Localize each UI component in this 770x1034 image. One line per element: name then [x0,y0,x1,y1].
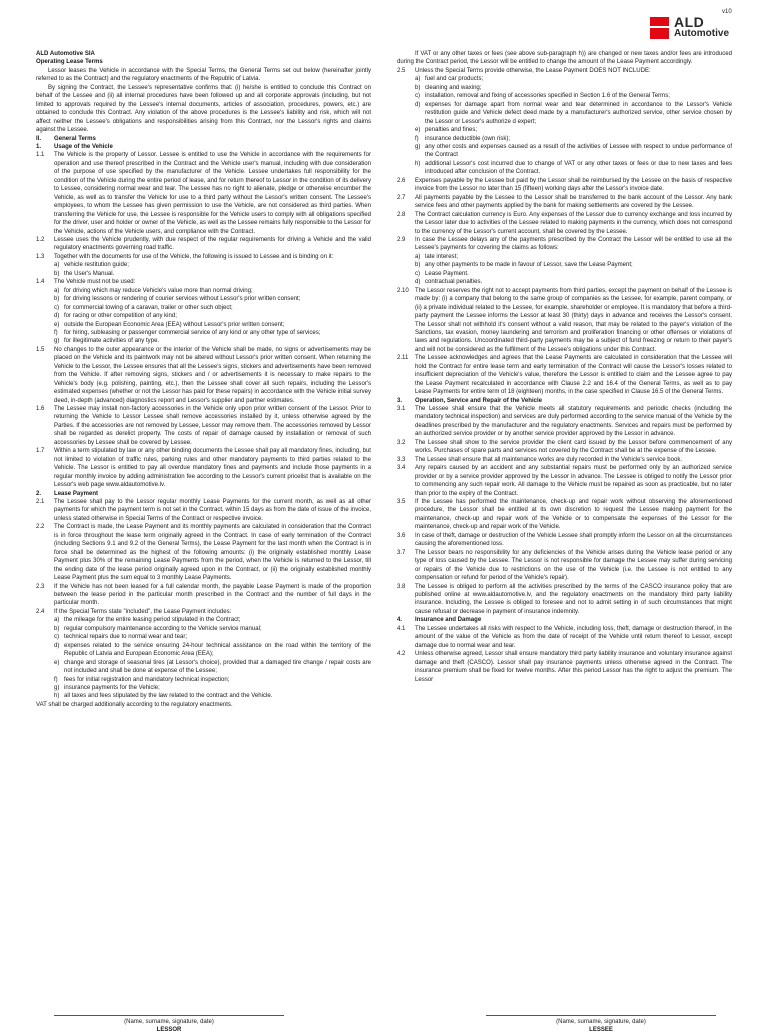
section-number: 4. [397,617,403,624]
section-number: 2. [36,490,42,497]
sub-item-letter: a) [415,76,421,83]
clause-text: The Lessee undertakes all risks with respect to the Vehicle, including loss, theft, damage or destruction thereof, in the amount of the value of the Vehicle as from the date of receipt of the Vehicle until return thereof to Lessor, except damage due to normal wear and tear. [415,625,732,649]
sub-item [36,304,371,312]
sub-item-letter: g) [54,684,60,691]
sub-item-letter: a) [54,287,60,294]
clause [397,650,732,684]
sub-item [397,278,732,286]
clause-number: 1.7 [36,448,45,455]
sub-item [397,135,732,143]
sub-item [397,75,732,83]
clause-text: The Contract calculation currency is Euro. Any expenses of the Lessor due to currency exchange and loss incurred by the Lessor later due to activities of the Lessee related to making payments in the currency, which does not correspond to the currency of the Lessor's current account, shall be covered by the Lessee. [415,211,732,235]
sub-item [397,253,732,261]
clause [36,608,371,616]
clause [397,498,732,532]
clause-text: If the Vehicle has not been leased for a full calendar month, the payable Lease Payment is made of the proportion between the lease period in the particular month prescribed in the Contract and the number of full days in the particular month. [54,583,371,607]
clause-text: The Lessee shall ensure that all maintenance works are duly recorded in the Vehicle's service book. [415,456,683,463]
sub-item-letter: g) [54,338,60,345]
sub-item-letter: f) [54,329,58,336]
clause [397,583,732,617]
sub-item-text: regular compulsory maintenance according to the Vehicle service manual; [64,625,262,632]
sub-item-text: fuel and car products; [425,76,484,83]
sub-item [397,84,732,92]
sub-item-letter: c) [54,304,60,311]
clause-text: The Lessor bears no responsibility for any deficiencies of the Vehicle arises during the Vehicle lease period or any type of loss caused by the Lessee. The Lessor is not responsible for damage the Lessee may suffer during servicing or repairs of the Vehicle due to restrictions on the use of the Vehicle (i.e. the Lessee is not entitled to any compensation or refund for period of the Vehicle's repair). [415,549,732,582]
clause-number: 1.1 [36,152,45,159]
clause [397,67,732,75]
sub-item-letter: e) [415,127,421,134]
org-heading: ALD Automotive SIA [36,51,95,57]
clause-number: 1.2 [36,236,45,243]
clause-number: 2.4 [36,608,45,615]
clause [397,194,732,211]
section-title: General Terms [54,135,96,142]
clause-text: All payments payable by the Lessee to the Lessor shall be transferred to the bank account of the Lessor. Any bank service fees and other payments applied by the bank for making settlements are covered by the Lessee. [415,194,732,210]
sub-item [397,126,732,134]
sub-item [36,633,371,641]
sub-item-letter: h) [54,693,60,700]
paragraph: VAT shall be charged additionally according to the regulatory enactments. [36,701,233,708]
clause [36,278,371,286]
sub-item-letter: f) [415,135,419,142]
sub-item-text: cleaning and waxing; [425,84,482,91]
sub-item-text: for commercial towing of a caravan, trailer or other such object; [64,304,233,311]
clause-text: No changes to the outer appearance or the interior of the Vehicle shall be made, no signs or advertisements may be placed on the Vehicle and its paintwork may not be altered without Lessor's prior written consent. When returning the Vehicle to the Lessor, the Lessee ensures that all the Lessee's signs, stickers and advertisements have been removed from the Vehicle. If after removing signs, stickers and / or advertisements it is necessary to make repairs to the Vehicle's body (e.g. polishing, painting, etc.), then the Lessee shall cover all such repairs, including the Lessor's estimated expenses (whether or not the Lessor has paid for these repairs) in accordance with the Vehicle initial survey deed, in-depth (advanced) diagnostics report and Lessor's supplier and partner estimates. [54,346,371,404]
sub-item-text: outside the European Economic Area (EEA) without Lessor's prior written consent; [64,321,285,328]
sub-item-text: vehicle restitution guide; [64,262,129,269]
clause [36,236,371,253]
sub-item [397,270,732,278]
clause [36,346,371,405]
clause [36,447,371,489]
clause-number: 1.4 [36,279,45,286]
clause [397,532,732,549]
section-heading [397,616,732,624]
sub-item-text: insurance payments for the Vehicle; [64,684,160,691]
sub-item-letter: b) [54,270,60,277]
sub-item-text: Lease Payment. [425,270,469,277]
sub-item [36,312,371,320]
clause [397,549,732,583]
clause-number: 3.4 [397,465,406,472]
clause-text: The Lessee shall pay to the Lessor regular monthly Lease Payments for the current month, as well as all other payments for which the payment term is not set in the Contract, within 15 days as from the date of issue of the invoice, unless stated otherwise in Special Terms of the Contract or respective invoice. [54,499,371,522]
sub-item-letter: d) [54,642,60,649]
sub-item-text: any other payments to be made in favour of Lessor, save the Lease Payment; [425,262,633,269]
sub-item [36,625,371,633]
clause-number: 1.5 [36,346,45,353]
sub-item [36,321,371,329]
clause-text: Any repairs caused by an accident and any substantial repairs must be performed only by an authorized service provider or by a service provider approved by the Lessor in advance. The Lessee is obliged to notify the Lessor prior to commencing any such repair work. All damage to the Vehicle must be repaired as soon as practicable, but no later than prior to the expiry of the Contract. [415,465,732,497]
sub-item-letter: d) [415,279,421,286]
sub-item [36,676,371,684]
signature-caption: (Name, surname, signature, date) [556,1019,646,1025]
clause [397,177,732,194]
clause [397,236,732,253]
sub-item [36,642,371,659]
section-title: Usage of the Vehicle [54,143,113,150]
clause-number: 4.1 [397,625,406,632]
section-title: Lease Payment [54,490,99,497]
logo-mark-icon [650,17,669,39]
section-heading [397,397,732,405]
sub-item-letter: c) [415,270,421,277]
sub-item [397,160,732,177]
sub-item-text: contractual penalties. [425,279,483,286]
clause [36,498,371,523]
clause-number: 3.8 [397,583,406,590]
clause [397,354,732,396]
clause-text: The Lessee shall show to the service provider the client card issued by the Lessor before commencement of any works. Purchases of spare parts and services not covered by the Contract shall be at the expense of the Lessee. [415,439,732,455]
sub-item-text: technical repairs due to normal wear and tear; [64,634,188,641]
clause [397,405,732,439]
lessor-signature-block [54,1015,284,1034]
clause [36,523,371,582]
sub-item-text: late interest; [425,253,458,260]
section-title: Insurance and Damage [415,617,482,624]
lessor-label: LESSOR [156,1027,182,1033]
org-heading: Operating Lease Terms [36,59,103,66]
sub-item-letter: b) [54,296,60,303]
clause-text: Together with the documents for use of the Vehicle, the following is issued to Lessee and is binding on it: [54,253,334,260]
clause-number: 2.3 [36,583,45,590]
sub-item-letter: b) [54,625,60,632]
sub-item-text: penalties and fines; [425,127,478,134]
sub-item-text: installation, removal and fixing of accessories specified in Section 1.6 of the General Terms; [425,93,670,100]
sub-item-text: the User's Manual. [64,270,115,277]
sub-item-letter: d) [415,101,421,108]
logo-text-bottom: Automotive [674,28,729,39]
clause-text: The Lessor reserves the right not to accept payments from third parties, except the payment on behalf of the Lessee is made by: (i) a company that belong to the same group of companies as the Lessee, for example, parent company, or (ii) a private individual related to the Lessee, for example, shareholder or employee. It is mandatory that before a third-party payment the Lessee informs the Lessor at least 30 (thirty) days in advance and receives the Lessor's consent. The Lessor shall not withhold it's consent without a valid reason, that may be related to the payer's violation of the Sanctions, tax evasion, money laundering and terrorism and proliferation financing or other offenses or violations of laws and regulations. Uncoordinated third-party payments may be a subject of fund freezing or return to their payer's and will not be considered as the fulfilment of the Lessee's obligations under this Contract. [415,287,732,353]
sub-item-text: for driving which may reduce Vehicle's value more than normal driving; [64,287,253,294]
section-number: 1. [36,143,42,150]
clause-number: 2.1 [36,499,45,506]
left-column [36,50,371,709]
section-number: II. [36,135,42,142]
sub-item-letter: c) [415,93,421,100]
clause-text: The Lessee acknowledges and agrees that the Lease Payments are calculated in consideration that the Lessee will hold the Contract for entire lease term and early termination of the Contract will cause the Lessor's losses related to insufficient depreciation of the Vehicle's value, therefore the Lessor is entitled to claim and the Lessee agree to pay the Lease Payment recalculated in accordance with Clause 2.2 and 16.4 of the General Terms, as well as to pay Lease Payments for entire term of 18 (eighteen) months, in the case specified in Clause 16.5 of the General Terms. [415,355,732,396]
clause-text: The Lessee is obliged to perform all the activities prescribed by the terms of the CASCO insurance policy that are published online at www.aldautomotive.lv, and the regulatory enactments on the mandatory third party liability insurance. Including, the Lessee is obliged to foresee and not to admit setting in of such circumstances that might cause refusal or decrease in payment of insurance indemnity. [415,583,732,615]
clause-number: 2.9 [397,236,406,243]
sub-item-text: expenses related to the service ensuring 24-hour technical assistance on the road within the territory of the Republic of Latvia and European Economic Area (EEA); [64,642,371,658]
clause [397,464,732,498]
sub-item-letter: e) [54,659,60,666]
sub-item-letter: b) [415,262,421,269]
section-title: Operation, Service and Repair of the Vehicle [415,397,543,404]
clause-text: The Lessee may install non-factory accessories in the Vehicle only upon prior written consent of the Lessor. Prior to returning the Vehicle to Lessor Lessee shall remove accessories installed by it, unless otherwise agreed by the Parties. If the accessories are not removed by Lessee, Lessor may remove them. The accessories removed by Lessor shall be regarded as derelict property. The costs of repair of damage caused by installation or removal of such accessories by Lessee shall be covered by Lessee. [54,406,371,446]
sub-item-letter: a) [54,617,60,624]
sub-item-letter: b) [415,84,421,91]
clause-text: Expenses payable by the Lessee but paid by the Lessor shall be reimbursed by the Lessee on the basis of respective invoice from the Lessor no later than 15 (fifteen) working days after the Lessor's invoice date. [415,177,732,193]
sub-item-letter: f) [54,676,58,683]
clause-number: 3.1 [397,406,406,413]
section-heading [36,143,371,151]
clause-text: Unless the Special Terms provide otherwise, the Lease Payment DOES NOT INCLUDE: [415,67,651,74]
sub-item [36,616,371,624]
clause [397,211,732,236]
sub-item-text: change and storage of seasonal tires (at Lessor's choice), provided that a damaged tire change / repair costs are not included and shall be done at expense of the Lessee; [64,659,371,675]
ald-automotive-logo [650,14,742,44]
section-heading [36,135,371,143]
sub-item-letter: e) [54,321,60,328]
intro-paragraph: Lessor leases the Vehicle in accordance with the Special Terms, the General Terms set out below (hereinafter jointly referred to as the Contract) and the regulatory enactments of the Republic of Latvia. [36,67,371,83]
clause-number: 1.3 [36,253,45,260]
clause-number: 3.2 [397,439,406,446]
version-label: v10 [722,9,732,15]
sub-item [397,101,732,126]
clause [36,151,371,236]
sub-item-text: for hiring, subleasing or passenger commercial service of any kind or any other type of services; [64,329,321,336]
clause-number: 3.7 [397,549,406,556]
intro-paragraph: By signing the Contract, the Lessee's representative confirms that: (i) he/she is entitled to conclude this Contract on behalf of the Lessee and (ii) all internal procedures have been followed up and all corporate approvals (including, but not limited to approvals required by the Lessee's internal documents, articles of association, procedures, powers, etc.) are obtained to conclude this Contract. Any violation of the above procedures is the Lessee's liability and risk, which will not affect neither the Lessee's obligations and responsibilities arising from this Contract, nor the Lessor's rights and claims against the Lessee. [36,84,371,134]
sub-item [397,92,732,100]
clause-text: In case the Lessee delays any of the payments prescribed by the Contract the Lessor will be entitled to use all the Lessee's payments for covering the claims as follows: [415,236,732,252]
clause-number: 3.6 [397,532,406,539]
right-column [397,50,732,684]
clause-text: The Contract is made, the Lease Payment and its monthly payments are calculated in consideration that the Contract is in force throughout the lease term originally agreed in the Contract. In case of early termination of the Contract (including Sections 9.1 and 9.2 of the General Terms), the Lease Payment for the last month when the Contract is in force shall be determined as the highest of the following amounts: (i) the originally established monthly Lease Payment plus 30% of the remaining Lease Payments from the period, when the Vehicle is returned to the Lessor, till the ending date of the lease period originally agreed upon in the Contract, or (ii) the originally established monthly Lease Payment plus the sum equal to 3 monthly Lease Payments. [54,524,371,582]
clause-text: If the Lessee has performed the maintenance, check-up and repair work without observing the aforementioned procedure, the Lessor shall be entitled at its own discretion to request the Lessee making payment for the maintenance, check-up and repair work of the Vehicle or to compensate the expenses of the Lessor for the maintenance, check-up and repair work of the Vehicle. [415,499,732,531]
sub-item [397,143,732,160]
section-number: 3. [397,397,403,404]
clause-text: Unless otherwise agreed, Lessor shall ensure mandatory third party liability insurance and voluntary insurance against damage and theft (CASCO). Lessor shall pay insurance payments unless otherwise agreed in the Contract. The insurance premium shall be fixed for twelve months. After this period Lessor has the right to adjust the premium. The Lessor [415,651,732,683]
sub-item-text: expenses for damage apart from normal wear and tear determined in accordance to the Lessor's Vehicle restitution guide and Vehicle defect deed made by a manufacturer's authorized service, other service chosen by the Lessor or Lessor's authorize d expert; [425,101,732,125]
clause-text: Within a term stipulated by law or any other binding documents the Lessee shall pay all mandatory fines, including, but not limited to violation of traffic rules, parking rules and other mandatory payments to third parties related to the Vehicle. The Lessor is entitled to pay all overdue mandatory fines and payments and include those payments in a regular monthly invoice by adding administration fee according to the Lessor's current pricelist that is available on the Lessor's web page www.aldautomotive.lv. [54,448,371,489]
sub-item [36,659,371,676]
clause-number: 3.5 [397,499,406,506]
clause [36,405,371,447]
lessee-signature-block [486,1015,716,1034]
clause-number: 2.6 [397,177,406,184]
clause-text: In case of theft, damage or destruction of the Vehicle Lessee shall promptly inform the Lessor on all the circumstances causing the aforementioned loss. [415,532,732,548]
sub-item [36,337,371,345]
sub-item-text: all taxes and fees stipulated by the law related to the contract and the Vehicle. [64,693,273,700]
sub-item [36,295,371,303]
clause-number: 1.6 [36,406,45,413]
sub-item [36,684,371,692]
clause [397,287,732,355]
lessee-label: LESSEE [589,1027,613,1033]
clause [397,625,732,650]
section-heading [36,490,371,498]
sub-item-text: any other costs and expenses caused as a result of the activities of Lessee with respect to undue performance of the Contract [425,143,732,159]
logo-text-top: ALD [674,14,705,30]
clause-number: 2.2 [36,524,45,531]
sub-item [36,261,371,269]
clause-text: The Vehicle must not be used: [54,279,136,286]
sub-item [36,692,371,700]
sub-item-text: fees for initial registration and mandatory technical inspection; [64,676,230,683]
sub-item-letter: g) [415,143,421,150]
clause-number: 3.3 [397,456,406,463]
sub-item-letter: h) [415,160,421,167]
clause-number: 2.8 [397,211,406,218]
clause-text: Lessee uses the Vehicle prudently, with due respect of the regular requirements for driving a Vehicle and the valid regulatory enactments governing road traffic. [54,236,371,252]
sub-item-text: the mileage for the entire leasing period stipulated in the Contract; [64,617,241,624]
clause-number: 2.11 [397,355,409,362]
sub-item [36,287,371,295]
signature-caption: (Name, surname, signature, date) [124,1019,214,1025]
clause-number: 2.5 [397,67,406,74]
sub-item-text: for driving lessons or rendering of courier services without Lessor's prior written consent; [64,296,301,303]
sub-item [36,329,371,337]
sub-item [397,261,732,269]
clause-text: The Lessee shall ensure that the Vehicle meets all statutory requirements and periodic checks (including the mandatory technical inspection) and services are duly performed according to the service manual of the Vehicle by the deadlines prescribed by the manufacturer and the regulatory enactments. Services and repairs must be performed by an authorized service provider or by another service provider approved by the Lessor in advance. [415,406,732,438]
sub-item-letter: a) [54,262,60,269]
clause [397,439,732,456]
sub-item-letter: d) [54,313,60,320]
clause [36,253,371,261]
sub-item-text: for illegitimate activities of any type. [64,338,160,345]
clause-number: 2.7 [397,194,406,201]
clause-text: If the Special Terms state "included", the Lease Payment includes: [54,608,232,615]
paragraph: If VAT or any other taxes or fees (see above sub-paragraph h)) are changed or new taxes and/or fees are introduced during the Contract period, the Lessor will be entitled to change the amount of the Lease Payment accordingly. [397,51,732,66]
clause [36,583,371,608]
clause-number: 2.10 [397,287,409,294]
clause-text: The Vehicle is the property of Lessor. Lessee is entitled to use the Vehicle in accordance with the requirements for operation and use thereof prescribed in the Contract and the Vehicle user's manual, including with due consideration of the purpose of use specified by the manufacturer of the Vehicle. Lessee undertakes full responsibility for the condition of the Vehicle during the entire period of lease, and for return thereof to Lessor in the condition of its delivery to Lessee, considering normal wear and tear. The Lessee has no right to alienate, pledge or otherwise encumber the Vehicle, as well as to transfer the Vehicle for use to a third party without the Lessor's written consent. The Lessee's employees, to whom the Lessee has given permission to use the Vehicle, are not considered as third parties. When transferring the Vehicle for use, the Lessee is responsible for the Vehicle users to comply with all obligations specified for the driver, user and holder or owner of the Vehicle, as well as the Lessee remains fully responsible to the Lessor for the Vehicle, actions of the Vehicle users, and compliance with the Contract. [54,152,371,235]
sub-item-text: insurance deductible (own risk); [425,135,511,142]
sub-item-letter: a) [415,253,421,260]
sub-item-text: additional Lessor's cost incurred due to change of VAT or any other taxes or fees or due to new taxes and fees introduced after conclusion of the Contract. [425,160,732,176]
sub-item-letter: c) [54,634,60,641]
clause [397,456,732,464]
sub-item [36,270,371,278]
clause-number: 4.2 [397,651,406,658]
sub-item-text: for racing or other competition of any kind; [64,313,177,320]
